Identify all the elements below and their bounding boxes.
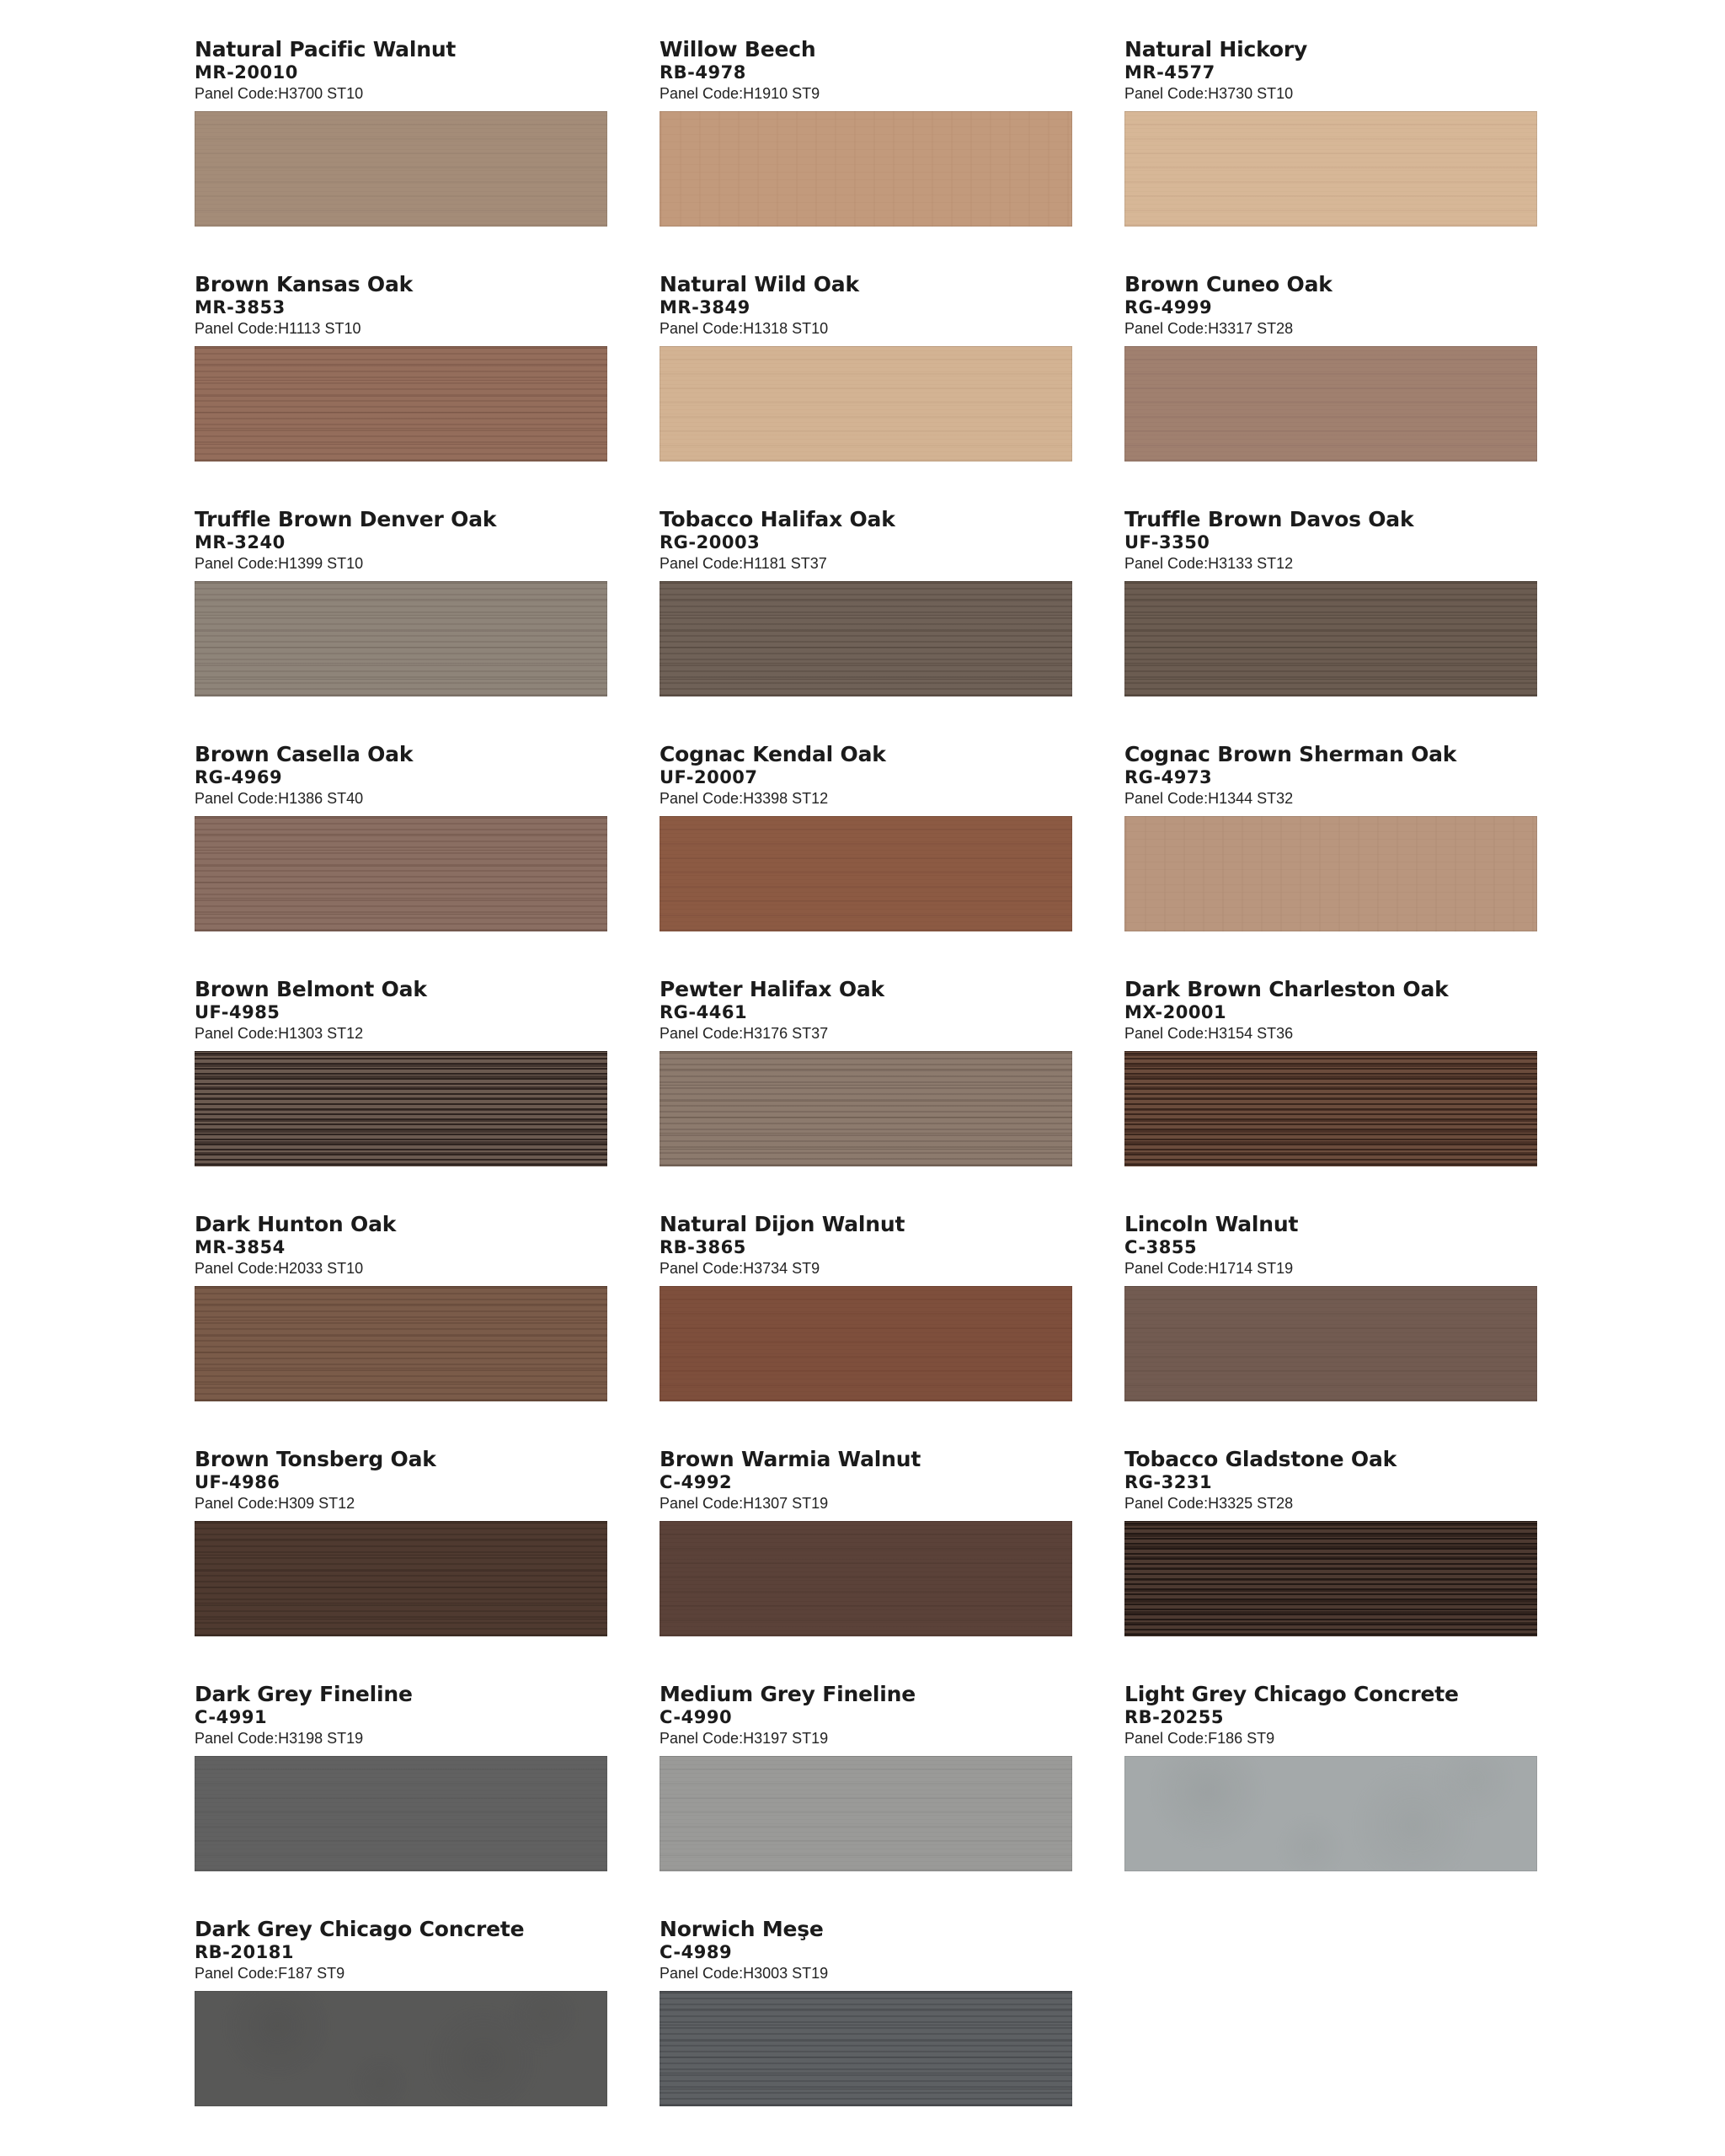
swatch-code: RB-4978: [660, 62, 746, 83]
swatch-code: RG-4969: [195, 767, 283, 787]
wood-swatch: [1124, 1756, 1537, 1871]
swatch-code: RG-4973: [1124, 767, 1213, 787]
wood-swatch: [660, 816, 1072, 931]
swatch-code: UF-20007: [660, 767, 758, 787]
swatch-code: RB-20181: [195, 1942, 294, 1962]
panel-code: Panel Code:H1303 ST12: [195, 1025, 364, 1042]
wood-swatch: [660, 1756, 1072, 1871]
wood-swatch: [1124, 1286, 1537, 1401]
swatch-card: [195, 507, 607, 742]
swatch-card: [195, 977, 607, 1212]
swatch-code: C-3855: [1124, 1237, 1198, 1257]
swatch-code: RG-20003: [660, 532, 761, 552]
swatch-name: Cognac Brown Sherman Oak: [1124, 742, 1457, 766]
swatch-name: Pewter Halifax Oak: [660, 977, 884, 1001]
panel-code: Panel Code:H1399 ST10: [195, 555, 364, 572]
swatch-card: [195, 1212, 607, 1447]
swatch-card: [660, 742, 1072, 977]
wood-swatch: [1124, 346, 1537, 462]
swatch-name: Dark Brown Charleston Oak: [1124, 977, 1449, 1001]
swatch-code: MR-4577: [1124, 62, 1215, 83]
swatch-name: Brown Warmia Walnut: [660, 1447, 921, 1471]
swatch-card: [195, 1447, 607, 1682]
swatch-card: [660, 1682, 1072, 1917]
panel-code: Panel Code:H3317 ST28: [1124, 320, 1294, 337]
swatch-card: [1124, 272, 1537, 507]
wood-swatch: [195, 1756, 607, 1871]
swatch-code: C-4990: [660, 1707, 733, 1727]
swatch-name: Medium Grey Fineline: [660, 1682, 916, 1706]
swatch-code: RB-3865: [660, 1237, 746, 1257]
panel-code: Panel Code:H3198 ST19: [195, 1730, 364, 1747]
wood-swatch: [660, 1051, 1072, 1166]
swatch-name: Tobacco Halifax Oak: [660, 507, 895, 531]
swatch-name: Brown Casella Oak: [195, 742, 414, 766]
wood-swatch: [660, 111, 1072, 227]
wood-swatch: [660, 346, 1072, 462]
wood-swatch: [1124, 1051, 1537, 1166]
wood-swatch: [195, 581, 607, 696]
panel-code: Panel Code:H2033 ST10: [195, 1260, 364, 1277]
swatch-card: [660, 37, 1072, 272]
wood-swatch: [195, 816, 607, 931]
swatch-name: Dark Grey Fineline: [195, 1682, 413, 1706]
swatch-card: [1124, 742, 1537, 977]
swatch-card: [195, 1917, 607, 2152]
swatch-name: Tobacco Gladstone Oak: [1124, 1447, 1397, 1471]
swatch-card: [660, 1212, 1072, 1447]
swatch-name: Natural Hickory: [1124, 37, 1308, 61]
swatch-code: RB-20255: [1124, 1707, 1224, 1727]
wood-swatch: [1124, 111, 1537, 227]
swatch-code: MX-20001: [1124, 1002, 1227, 1022]
swatch-name: Norwich Meşe: [660, 1917, 824, 1941]
swatch-name: Dark Hunton Oak: [195, 1212, 397, 1236]
swatch-name: Brown Tonsberg Oak: [195, 1447, 436, 1471]
wood-swatch: [1124, 1521, 1537, 1636]
swatch-name: Brown Kansas Oak: [195, 272, 414, 296]
swatch-code: MR-3240: [195, 532, 286, 552]
wood-swatch: [195, 1286, 607, 1401]
swatch-card: [1124, 507, 1537, 742]
swatch-name: Natural Wild Oak: [660, 272, 859, 296]
panel-code: Panel Code:H3700 ST10: [195, 85, 364, 102]
swatch-name: Cognac Kendal Oak: [660, 742, 886, 766]
swatch-name: Lincoln Walnut: [1124, 1212, 1299, 1236]
panel-code: Panel Code:H309 ST12: [195, 1495, 355, 1512]
swatch-card: [1124, 1447, 1537, 1682]
panel-code: Panel Code:H1181 ST37: [660, 555, 827, 572]
wood-swatch: [660, 1521, 1072, 1636]
panel-code: Panel Code:H1714 ST19: [1124, 1260, 1294, 1277]
wood-swatch: [195, 1521, 607, 1636]
swatch-name: Truffle Brown Davos Oak: [1124, 507, 1414, 531]
swatch-name: Brown Belmont Oak: [195, 977, 427, 1001]
panel-code: Panel Code:H3398 ST12: [660, 790, 829, 807]
panel-code: Panel Code:H1910 ST9: [660, 85, 820, 102]
wood-swatch: [195, 111, 607, 227]
panel-code: Panel Code:H3730 ST10: [1124, 85, 1294, 102]
swatch-name: Natural Pacific Walnut: [195, 37, 457, 61]
swatch-name: Truffle Brown Denver Oak: [195, 507, 497, 531]
wood-swatch: [195, 1991, 607, 2106]
panel-code: Panel Code:H3133 ST12: [1124, 555, 1294, 572]
swatch-code: C-4992: [660, 1472, 733, 1492]
swatch-card: [660, 272, 1072, 507]
swatch-code: MR-3853: [195, 297, 286, 318]
swatch-card: [1124, 1212, 1537, 1447]
wood-swatch: [195, 1051, 607, 1166]
swatch-card: [660, 977, 1072, 1212]
swatch-code: MR-20010: [195, 62, 298, 83]
panel-code: Panel Code:H3734 ST9: [660, 1260, 820, 1277]
panel-code: Panel Code:H1386 ST40: [195, 790, 364, 807]
wood-swatch: [1124, 816, 1537, 931]
panel-code: Panel Code:F186 ST9: [1124, 1730, 1275, 1747]
wood-swatch: [660, 1991, 1072, 2106]
swatch-card: [660, 1917, 1072, 2152]
swatch-code: MR-3849: [660, 297, 750, 318]
wood-swatch: [660, 1286, 1072, 1401]
panel-code: Panel Code:H1307 ST19: [660, 1495, 829, 1512]
swatch-card: [660, 507, 1072, 742]
panel-code: Panel Code:H3325 ST28: [1124, 1495, 1294, 1512]
panel-code: Panel Code:H3154 ST36: [1124, 1025, 1294, 1042]
swatch-code: MR-3854: [195, 1237, 286, 1257]
swatch-code: RG-4999: [1124, 297, 1213, 318]
swatch-card: [660, 1447, 1072, 1682]
panel-code: Panel Code:H3003 ST19: [660, 1965, 829, 1982]
wood-swatch: [1124, 581, 1537, 696]
swatch-code: UF-3350: [1124, 532, 1210, 552]
swatch-name: Light Grey Chicago Concrete: [1124, 1682, 1459, 1706]
panel-code: Panel Code:H1113 ST10: [195, 320, 361, 337]
panel-code: Panel Code:H3176 ST37: [660, 1025, 829, 1042]
wood-swatch: [660, 581, 1072, 696]
swatch-code: C-4991: [195, 1707, 268, 1727]
swatch-card: [1124, 977, 1537, 1212]
swatch-code: RG-3231: [1124, 1472, 1213, 1492]
swatch-card: [195, 272, 607, 507]
swatch-card: [195, 1682, 607, 1917]
wood-swatch: [195, 346, 607, 462]
panel-code: Panel Code:F187 ST9: [195, 1965, 345, 1982]
swatch-card: [195, 742, 607, 977]
swatch-card: [1124, 1682, 1537, 1917]
panel-code: Panel Code:H1318 ST10: [660, 320, 829, 337]
swatch-name: Natural Dijon Walnut: [660, 1212, 905, 1236]
panel-code: Panel Code:H1344 ST32: [1124, 790, 1294, 807]
swatch-card: [1124, 37, 1537, 272]
swatch-code: UF-4985: [195, 1002, 280, 1022]
swatch-code: C-4989: [660, 1942, 733, 1962]
swatch-name: Willow Beech: [660, 37, 816, 61]
swatch-name: Dark Grey Chicago Concrete: [195, 1917, 525, 1941]
swatch-code: RG-4461: [660, 1002, 748, 1022]
swatch-code: UF-4986: [195, 1472, 280, 1492]
panel-code: Panel Code:H3197 ST19: [660, 1730, 829, 1747]
swatch-card: [195, 37, 607, 272]
swatch-name: Brown Cuneo Oak: [1124, 272, 1332, 296]
swatch-grid: [195, 37, 1542, 2152]
